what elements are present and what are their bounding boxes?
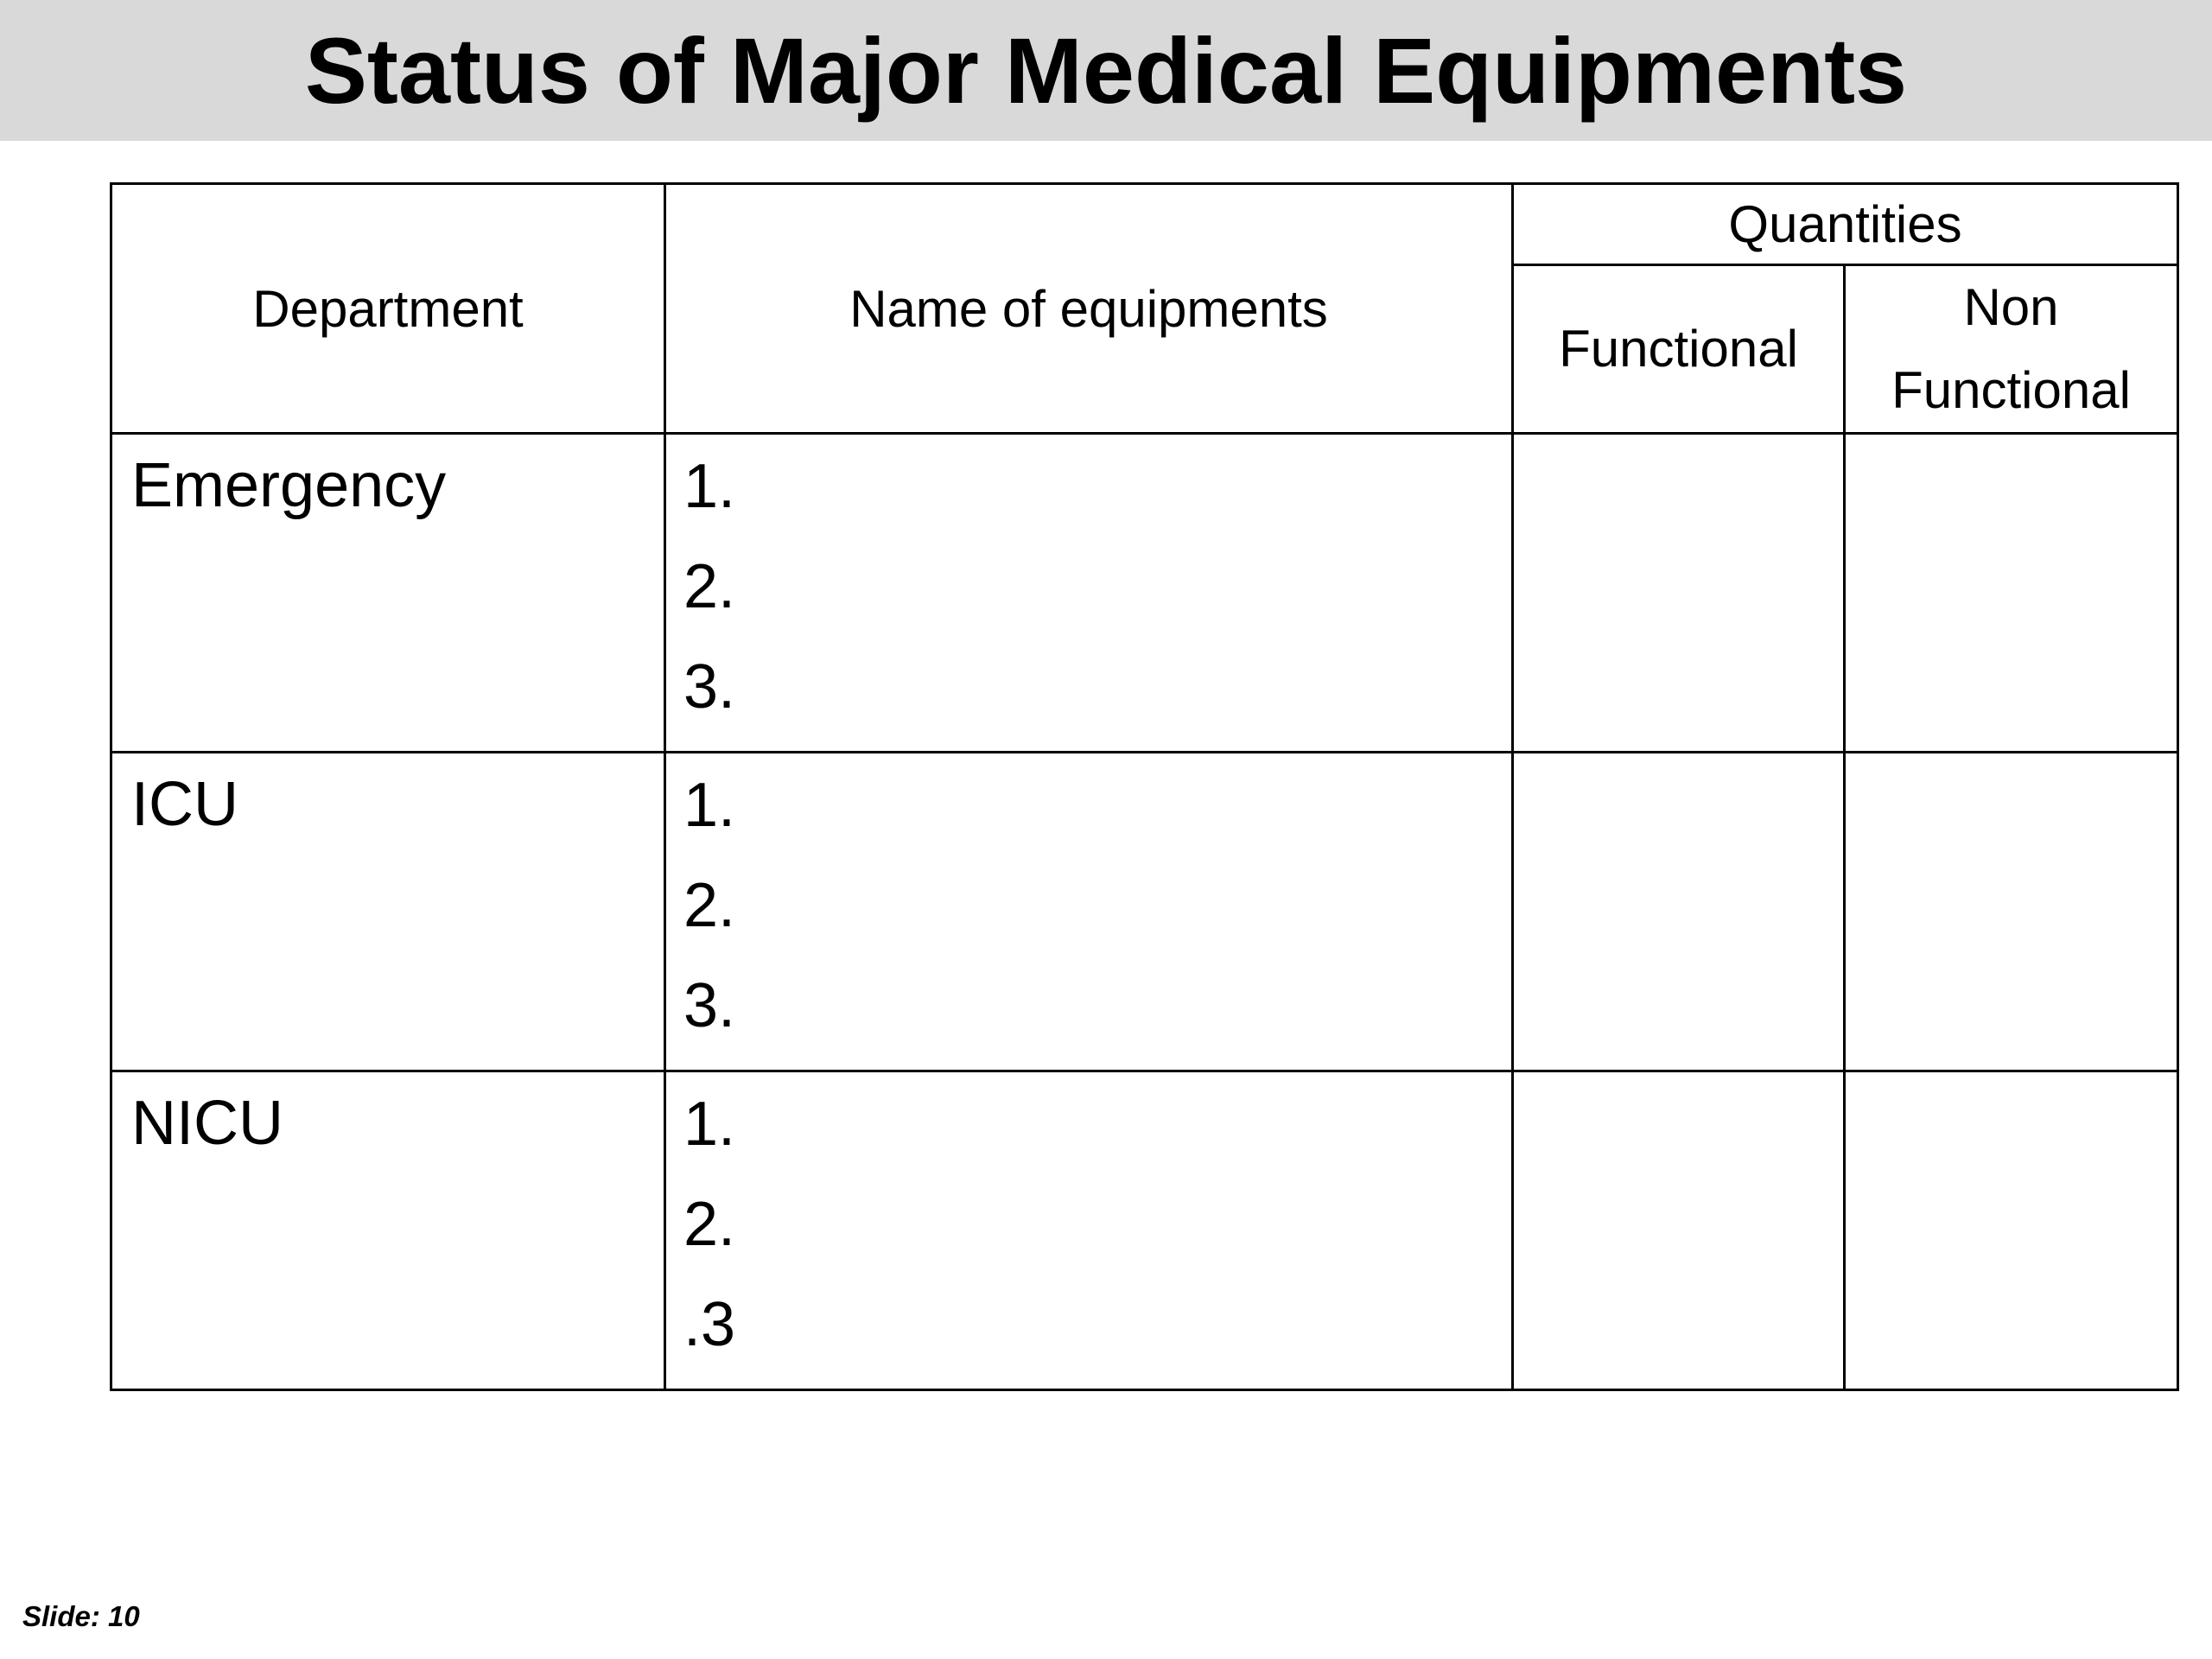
header-non-functional-line1: Non: [1963, 278, 2059, 336]
non-functional-quantity-cell: [1845, 753, 2178, 1071]
non-functional-quantity-cell: [1845, 434, 2178, 753]
functional-quantity-cell: [1513, 434, 1845, 753]
department-cell: NICU: [111, 1071, 665, 1390]
equipment-item: 3.: [683, 971, 736, 1040]
equipment-list-cell: [665, 434, 1513, 753]
table-row-icu: [111, 753, 2178, 1071]
equipment-item: 1.: [683, 1090, 736, 1159]
department-cell: ICU: [111, 753, 665, 1071]
header-non-functional: [1845, 265, 2178, 434]
functional-quantity-cell: [1513, 1071, 1845, 1390]
functional-quantity-cell: [1513, 753, 1845, 1071]
table-row-emergency: [111, 434, 2178, 753]
header-quantities: Quantities: [1513, 184, 2178, 265]
non-functional-quantity-cell: [1845, 1071, 2178, 1390]
header-non-functional-line2: Functional: [1891, 361, 2131, 419]
slide-title: Status of Major Medical Equipments: [304, 18, 1908, 123]
equipment-list-cell: [665, 753, 1513, 1071]
header-functional: Functional: [1513, 265, 1845, 434]
header-row-top: [111, 184, 2178, 265]
equipment-list-cell: [665, 1071, 1513, 1390]
equipment-item: 3.: [683, 652, 736, 721]
header-department: Department: [111, 184, 665, 434]
header-name-of-equipments: Name of equipments: [665, 184, 1513, 434]
equipment-item: .3: [683, 1290, 736, 1359]
equipment-item: 2.: [683, 1190, 736, 1259]
equipment-item: 1.: [683, 452, 736, 521]
table-row-nicu: [111, 1071, 2178, 1390]
equipment-item: 2.: [683, 871, 736, 940]
slide-number: Slide: 10: [22, 1600, 140, 1632]
equipment-item: 2.: [683, 552, 736, 621]
department-cell: Emergency: [111, 434, 665, 753]
equipment-item: 1.: [683, 771, 736, 840]
equipment-table: [110, 182, 2179, 1391]
